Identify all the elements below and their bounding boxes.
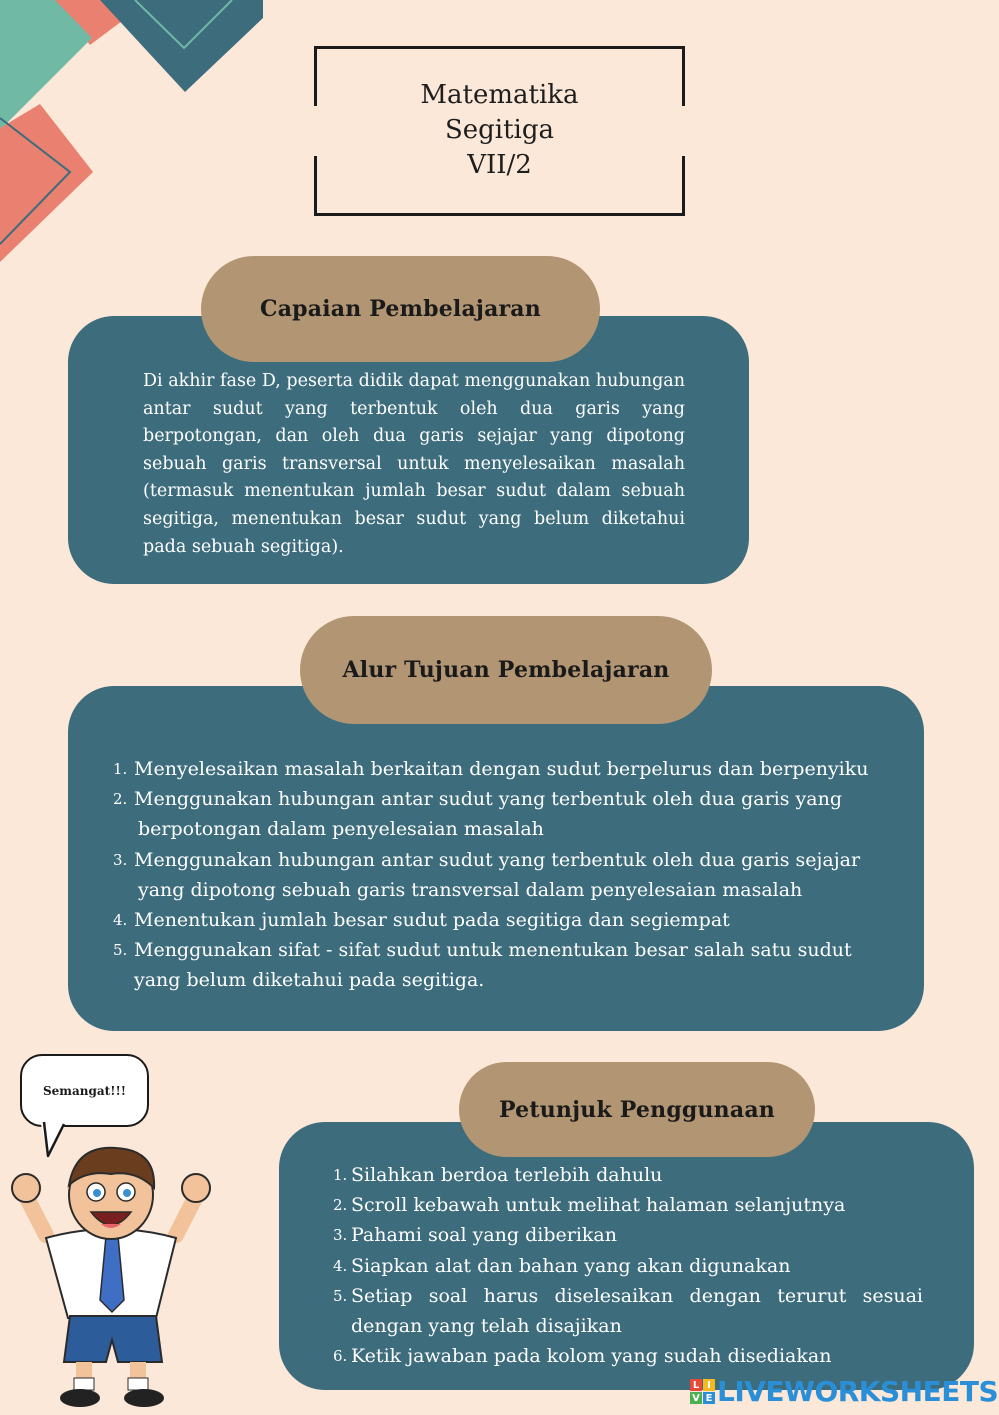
liveworksheets-logo: [690, 1375, 998, 1408]
topic-title: Segitiga: [444, 115, 555, 145]
schoolboy-illustration-icon: [6, 1140, 216, 1410]
page-title: [314, 78, 685, 183]
capaian-text: Di akhir fase D, peserta didik dapat menggunakan hubungan antar sudut yang terbentuk oleh dua garis yang berpotongan, dan oleh dua garis sejajar yang dipotong sebuah garis transversal untuk menyelesaikan masalah (termasuk menentukan jumlah besar sudut dalam sebuah segitiga, menentukan besar sudut yang belum diketahui pada sebuah segitiga).: [143, 371, 685, 557]
list-item: 5. Menggunakan sifat - sifat sudut untuk menentukan besar salah satu sudut yang belum diketahui pada segitiga.: [113, 939, 852, 992]
live-logo-icon: L I V E: [690, 1379, 715, 1404]
class-title: VII/2: [467, 150, 532, 180]
alur-list: [113, 754, 893, 996]
list-item: 3. Pahami soal yang diberikan: [333, 1224, 617, 1247]
list-item: 2. Menggunakan hubungan antar sudut yang terbentuk oleh dua garis yang berpotongan dalam penyelesaian masalah: [113, 788, 843, 841]
speech-bubble-icon: [20, 1054, 149, 1127]
list-item: 1. Menyelesaikan masalah berkaitan dengan sudut berpelurus dan berpenyiku: [113, 758, 869, 780]
list-item: 4. Siapkan alat dan bahan yang akan digunakan: [333, 1254, 791, 1277]
list-item: 2. Scroll kebawah untuk melihat halaman selanjutnya: [333, 1194, 846, 1217]
petunjuk-panel: [279, 1122, 974, 1390]
alur-heading: Alur Tujuan Pembelajaran: [300, 616, 712, 724]
list-item: 5. Setiap soal harus diselesaikan dengan terurut sesuai dengan yang telah disajikan: [333, 1284, 923, 1338]
liveworksheets-wordmark: LIVEWORKSHEETS: [717, 1375, 999, 1408]
petunjuk-heading: Petunjuk Penggunaan: [459, 1062, 815, 1157]
list-item: 1. Silahkan berdoa terlebih dahulu: [333, 1164, 663, 1186]
title-frame: [314, 46, 685, 216]
petunjuk-list: [333, 1160, 923, 1371]
subject-title: Matematika: [420, 80, 579, 110]
alur-panel: [68, 686, 924, 1031]
list-item: 3. Menggunakan hubungan antar sudut yang terbentuk oleh dua garis sejajar yang dipotong sebuah garis transversal dalam penyelesaian masalah: [113, 848, 861, 901]
corner-decoration: [0, 0, 270, 270]
list-item: 6. Ketik jawaban pada kolom yang sudah disediakan: [333, 1345, 832, 1368]
list-item: 4. Menentukan jumlah besar sudut pada segitiga dan segiempat: [113, 909, 730, 932]
capaian-heading: Capaian Pembelajaran: [201, 256, 600, 362]
bubble-text: Semangat!!!: [42, 1083, 126, 1098]
